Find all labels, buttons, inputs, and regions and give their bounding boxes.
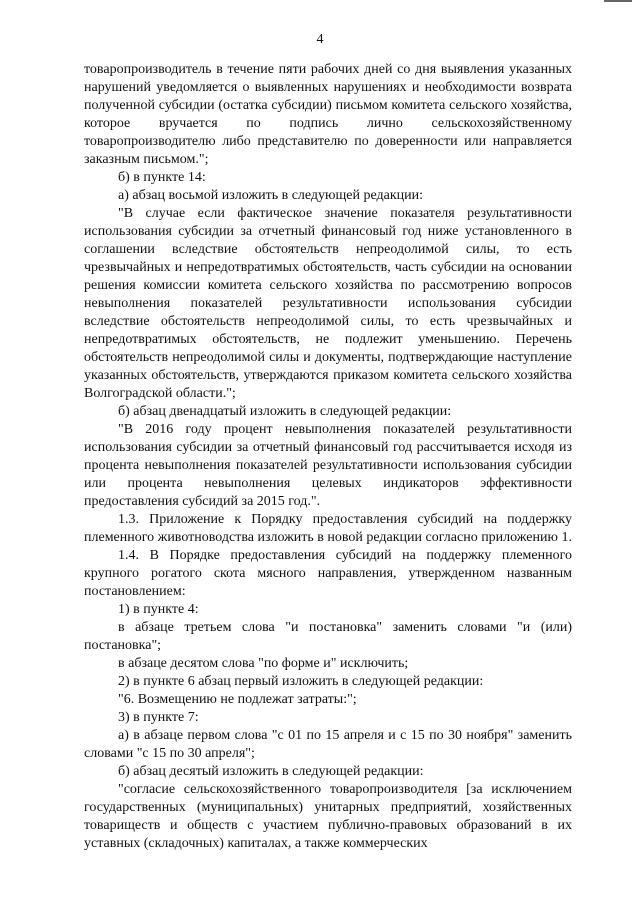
paragraph-2: б) в пункте 14: bbox=[118, 170, 206, 185]
paragraph-3: а) абзац восьмой изложить в следующей редакции: bbox=[118, 188, 424, 203]
paragraph-7: 1.3. Приложение к Порядку предоставления субсидий на поддержку племенного животноводства изложить в новой редакции согласно приложению 1. bbox=[84, 512, 572, 545]
page-number: 4 bbox=[316, 32, 324, 47]
paragraph-5: б) абзац двенадцатый изложить в следующей редакции: bbox=[118, 404, 452, 419]
paragraph-16: б) абзац десятый изложить в следующей редакции: bbox=[118, 764, 424, 779]
document-body bbox=[84, 61, 572, 853]
paragraph-1: товаропроизводитель в течение пяти рабочих дней со дня выявления указанных нарушений уведомляется о выявленных нарушениях и необходимости возврата полученной субсидии (остатка субсидии) письмом комитета сельского хозяйства, которое вручается по подпись лично сельскохозяйственному товаропроизводителю либо представителю по доверенности или направляется заказным письмом."; bbox=[84, 62, 572, 167]
paragraph-4: "В случае если фактическое значение показателя результативности использования субсидии за отчетный финансовый год ниже установленного в соглашении вследствие обстоятельств непреодолимой силы, то есть чрезвычайных и непредотвратимых обстоятельств, часть субсидии на основании решения комиссии комитета сельского хозяйства по рассмотрению вопросов невыполнения показателей результативности использования субсидии вследствие обстоятельств непреодолимой силы, то есть чрезвычайных и непредотвратимых обстоятельств, не подлежит уменьшению. Перечень обстоятельств непреодолимой силы и документы, подтверждающие наступление указанных обстоятельств, утверждаются приказом комитета сельского хозяйства Волгоградской области."; bbox=[84, 206, 572, 401]
paragraph-9: 1) в пункте 4: bbox=[118, 602, 199, 617]
paragraph-17: "согласие сельскохозяйственного товаропроизводителя [за исключением государственных (муниципальных) унитарных предприятий, хозяйственных товариществ и обществ с участием публично-правовых образований в их уставных (складочных) капиталах, а также коммерческих bbox=[84, 782, 572, 851]
paragraph-8: 1.4. В Порядке предоставления субсидий на поддержку племенного крупного рогатого скота мясного направления, утвержденном названным постановлением: bbox=[84, 548, 572, 599]
paragraph-14: 3) в пункте 7: bbox=[118, 710, 199, 725]
paragraph-6: "В 2016 году процент невыполнения показателей результативности использования субсидии за отчетный финансовый год рассчитывается исходя из процента невыполнения показателей результативности использования субсидии или процента невыполнения целевых индикаторов эффективности предоставления субсидий за 2015 год.". bbox=[84, 422, 572, 509]
paragraph-15: а) в абзаце первом слова "с 01 по 15 апреля и с 15 по 30 ноября" заменить словами "с 15 по 30 апреля"; bbox=[84, 728, 572, 761]
scan-corner-mark bbox=[604, 0, 632, 2]
paragraph-11: в абзаце десятом слова "по форме и" исключить; bbox=[118, 656, 409, 671]
paragraph-10: в абзаце третьем слова "и постановка" заменить словами "и (или) постановка"; bbox=[84, 620, 572, 653]
paragraph-12: 2) в пункте 6 абзац первый изложить в следующей редакции: bbox=[118, 674, 484, 689]
paragraph-13: "6. Возмещению не подлежат затраты:"; bbox=[118, 692, 357, 707]
